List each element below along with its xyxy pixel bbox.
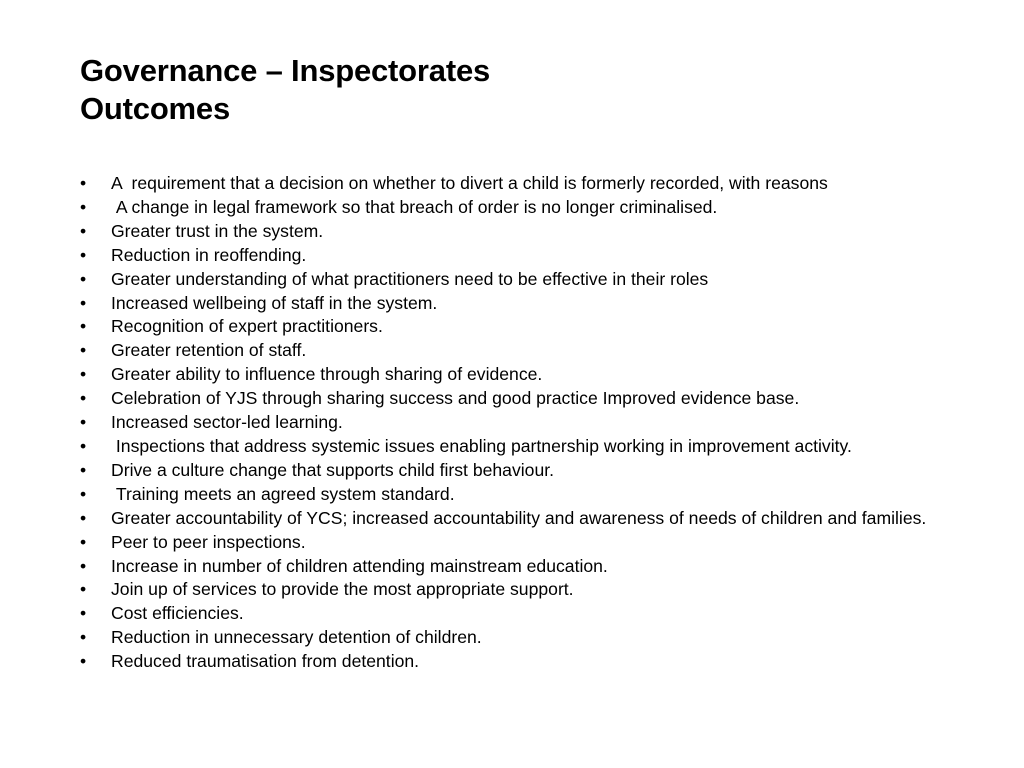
list-item-text: Reduced traumatisation from detention. — [111, 651, 420, 672]
bullet-icon: • — [80, 292, 87, 313]
list-item-text: Drive a culture change that supports child first behaviour. — [111, 459, 555, 480]
list-item-text: Training meets an agreed system standard. — [111, 483, 455, 504]
list-item — [80, 172, 980, 196]
list-item-text: Greater trust in the system. — [111, 220, 324, 241]
bullet-icon: • — [80, 268, 87, 289]
list-item-text: Increased wellbeing of staff in the system. — [111, 292, 438, 313]
title-line-1: Governance – Inspectorates — [80, 53, 491, 88]
page-title — [80, 52, 490, 128]
bullet-icon: • — [80, 196, 87, 217]
list-item — [80, 555, 980, 579]
list-item-text: Cost efficiencies. — [111, 603, 244, 624]
bullet-icon: • — [80, 364, 87, 385]
list-item-text: Greater understanding of what practitioners need to be effective in their roles — [111, 268, 709, 289]
bullet-icon: • — [80, 340, 87, 361]
list-item — [80, 292, 980, 316]
bullet-icon: • — [80, 173, 87, 193]
list-item — [80, 435, 980, 459]
list-item — [80, 531, 980, 555]
bullet-icon: • — [80, 388, 87, 409]
list-item-text: Increase in number of children attending mainstream education. — [111, 555, 608, 576]
title-line-2: Outcomes — [80, 91, 230, 126]
list-item-text: Celebration of YJS through sharing success and good practice Improved evidence base. — [111, 388, 800, 409]
list-item — [80, 339, 980, 363]
list-item — [80, 387, 980, 411]
list-item — [80, 315, 980, 339]
bullet-icon: • — [80, 603, 87, 624]
list-item-text: Peer to peer inspections. — [111, 531, 306, 552]
bullet-icon: • — [80, 627, 87, 648]
list-item — [80, 602, 980, 626]
list-item — [80, 650, 980, 674]
list-item — [80, 268, 980, 292]
bullet-icon: • — [80, 483, 87, 504]
bullet-icon: • — [80, 579, 87, 600]
list-item-text: A requirement that a decision on whether to divert a child is formerly recorded, with reasons — [111, 173, 828, 193]
list-item — [80, 363, 980, 387]
bullet-icon: • — [80, 531, 87, 552]
list-item — [80, 244, 980, 268]
bullet-icon: • — [80, 316, 87, 337]
list-item — [80, 411, 980, 435]
list-item-text: Greater retention of staff. — [111, 340, 307, 361]
bullet-icon: • — [80, 459, 87, 480]
bullet-icon: • — [80, 651, 87, 672]
list-item-text: A change in legal framework so that breach of order is no longer criminalised. — [111, 196, 718, 217]
bullet-icon: • — [80, 220, 87, 241]
list-item — [80, 626, 980, 650]
list-item-text: Reduction in unnecessary detention of children. — [111, 627, 482, 648]
list-item — [80, 578, 980, 602]
bullet-icon: • — [80, 412, 87, 433]
list-item-text: Join up of services to provide the most appropriate support. — [111, 579, 574, 600]
list-item-text: Increased sector-led learning. — [111, 412, 343, 433]
outcomes-list — [80, 172, 980, 674]
bullet-icon: • — [80, 435, 87, 456]
list-item-text: Recognition of expert practitioners. — [111, 316, 383, 337]
bullet-icon: • — [80, 244, 87, 265]
list-item — [80, 483, 980, 507]
list-item — [80, 459, 980, 483]
bullet-icon: • — [80, 555, 87, 576]
list-item — [80, 196, 980, 220]
list-item-text: Reduction in reoffending. — [111, 244, 307, 265]
list-item-text: Inspections that address systemic issues enabling partnership working in improvement activity. — [111, 435, 852, 456]
list-item — [80, 507, 980, 531]
bullet-icon: • — [80, 507, 87, 528]
list-item-text: Greater ability to influence through sharing of evidence. — [111, 364, 543, 385]
list-item — [80, 220, 980, 244]
list-item-text: Greater accountability of YCS; increased accountability and awareness of needs of children and families. — [111, 507, 927, 528]
